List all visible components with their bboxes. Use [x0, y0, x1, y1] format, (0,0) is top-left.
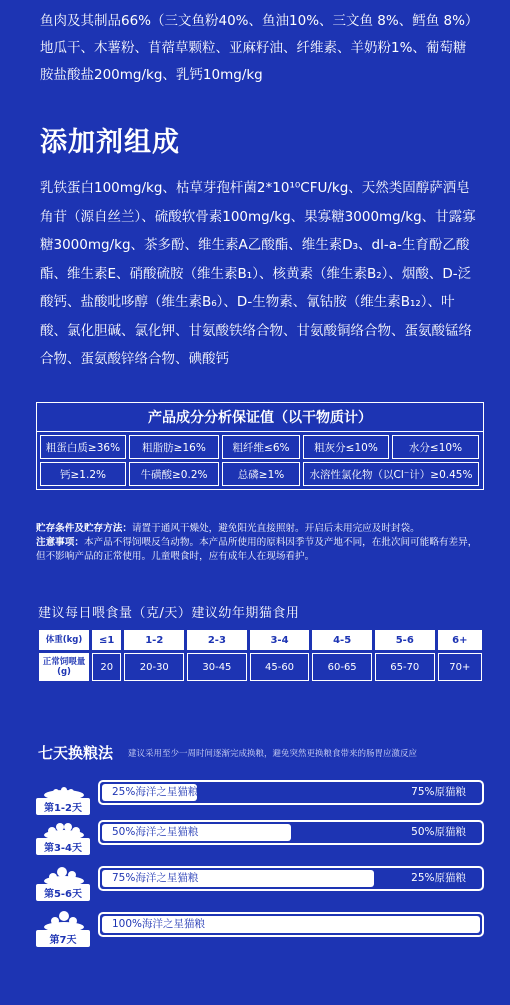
storage-text: 请置于通风干燥处，避免阳光直接照射。开启后未用完应及时封袋。: [131, 523, 420, 534]
caution-label: 注意事项：: [36, 537, 84, 548]
ratio-bar: [98, 866, 484, 891]
feeding-title: 建议每日喂食量（克/天）建议幼年期猫食用: [38, 606, 300, 621]
day-label: 第7天: [36, 930, 90, 947]
caution-text: 本产品不得饲喂反刍动物。本产品所使用的原料因季节及产地不同，在批次间可能略有差异，但不影响产品的正常使用。儿童喂食时，应有成年人在现场看护。: [36, 537, 478, 562]
transition-stage-4: [36, 907, 486, 947]
analysis-cell-calcium: 钙≥1.2%: [40, 462, 126, 486]
weight-cell: 5-6: [375, 630, 435, 650]
weight-cell: ≤1: [92, 630, 121, 650]
weight-cell: 1-2: [124, 630, 184, 650]
weight-cell: 6+: [438, 630, 482, 650]
ingredients-line: 地瓜干、木薯粉、苜蓿草颗粒、亚麻籽油、纤维素、羊奶粉1%、葡萄糖: [40, 40, 467, 56]
food-bowl-icon: [36, 815, 92, 855]
weight-cell: 4-5: [312, 630, 372, 650]
analysis-table: [36, 402, 484, 490]
old-food-ratio: 25%原猫粮: [411, 872, 466, 884]
weight-cell: 2-3: [187, 630, 247, 650]
amount-cell: 70+: [438, 653, 482, 681]
ratio-bar: [98, 912, 484, 937]
transition-title: 七天换粮法: [38, 744, 114, 762]
transition-stage-1: [36, 775, 486, 815]
analysis-cell-chloride: 水溶性氯化物（以Cl⁻计）≥0.45%: [303, 462, 479, 486]
new-food-ratio: 100%海洋之星猫粮: [112, 918, 206, 930]
ratio-bar: [98, 780, 484, 805]
amount-cell: 45-60: [250, 653, 310, 681]
amount-cell: 20-30: [124, 653, 184, 681]
food-bowl-icon: [36, 775, 92, 815]
analysis-cell-moisture: 水分≤10%: [392, 435, 479, 459]
feeding-weight-row: [39, 630, 482, 650]
additives-text: 乳铁蛋白100mg/kg、枯草芽孢杆菌2*10¹⁰CFU/kg、天然类固醇萨洒皂角苷（源自丝兰）、硫酸软骨素100mg/kg、果寡糖3000mg/kg、甘露寡糖3000mg/kg、茶多酚、维生素A乙酸酯、维生素D₃、dl-a-生育酚乙酸酯、维生素E、硝酸硫胺（维生素B₁）、核黄素（维生素B₂）、烟酸、D-泛酸钙、盐酸吡哆醇（维生素B₆）、D-生物素、氰钴胺（维生素B₁₂）、叶酸、氯化胆碱、氯化钾、甘氨酸铁络合物、甘氨酸铜络合物、蛋氨酸锰络合物、蛋氨酸锌络合物、碘酸钙: [40, 180, 476, 367]
ingredients-text: [40, 8, 480, 89]
day-label: 第1-2天: [36, 798, 90, 815]
additives-title: 添加剂组成: [40, 127, 180, 158]
analysis-cell-fiber: 粗纤维≤6%: [222, 435, 300, 459]
food-bowl-icon: [36, 861, 92, 901]
amount-cell: 65-70: [375, 653, 435, 681]
weight-cell: 3-4: [250, 630, 310, 650]
new-food-ratio: 25%海洋之星猫粮: [112, 786, 199, 798]
feeding-amount-row: [39, 653, 482, 681]
analysis-cell-taurine: 牛磺酸≥0.2%: [129, 462, 219, 486]
feeding-table: [36, 627, 485, 684]
amount-cell: 30-45: [187, 653, 247, 681]
ingredients-line: 鱼肉及其制品66%（三文鱼粉40%、鱼油10%、三文鱼 8%、鳕鱼 8%）: [40, 13, 479, 29]
ratio-bar: [98, 820, 484, 845]
transition-subtitle: 建议采用至少一周时间逐渐完成换粮，避免突然更换粮食带来的肠胃应激反应: [128, 749, 418, 759]
new-food-ratio: 50%海洋之星猫粮: [112, 826, 199, 838]
food-bowl-icon: [36, 907, 92, 947]
analysis-row-1: [37, 432, 483, 462]
analysis-cell-phosphorus: 总磷≥1%: [222, 462, 300, 486]
analysis-cell-fat: 粗脂肪≥16%: [129, 435, 219, 459]
weight-header: 体重(kg): [39, 630, 89, 650]
storage-notes: [36, 522, 486, 564]
analysis-title: 产品成分分析保证值（以干物质计）: [37, 403, 483, 432]
day-label: 第3-4天: [36, 838, 90, 855]
transition-stage-2: [36, 815, 486, 855]
analysis-cell-protein: 粗蛋白质≥36%: [40, 435, 126, 459]
analysis-cell-ash: 粗灰分≤10%: [303, 435, 389, 459]
ingredients-line: 胺盐酸盐200mg/kg、乳钙10mg/kg: [40, 67, 263, 83]
transition-stage-3: [36, 861, 486, 901]
amount-cell: 60-65: [312, 653, 372, 681]
analysis-row-2: [37, 462, 483, 489]
old-food-ratio: 50%原猫粮: [411, 826, 466, 838]
storage-label: 贮存条件及贮存方法：: [36, 523, 132, 534]
new-food-ratio: 75%海洋之星猫粮: [112, 872, 199, 884]
amount-header: 正常饲喂量(g): [39, 653, 89, 681]
old-food-ratio: 75%原猫粮: [411, 786, 466, 798]
amount-cell: 20: [92, 653, 121, 681]
day-label: 第5-6天: [36, 884, 90, 901]
